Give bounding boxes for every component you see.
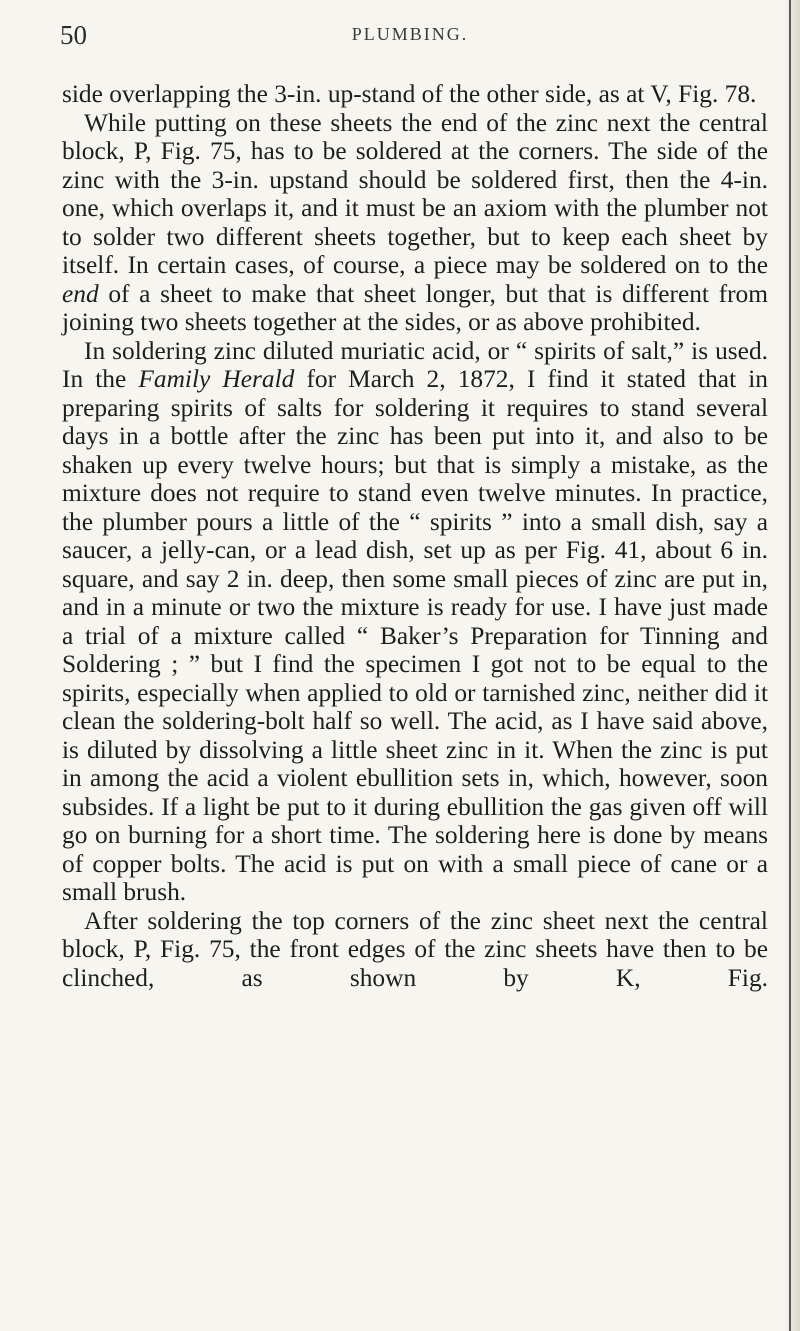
paragraph-continuation [62,80,768,109]
paragraph-text: After soldering the top corners of the zinc sheet next the central block, P, Fig. 75, the front edges of the zinc sheets have then to be clinched, as shown by K, Fig. [62,906,768,992]
publication-title: Family Herald [138,365,295,393]
paragraph-text: While putting on these sheets the end of the zinc next the central block, P, Fig. 75, has to be soldered at the corners. The side of the zinc with the 3-in. upstand should be soldered first, then the 4-in. one, which overlaps it, and it must be an axiom with the plumber not to solder two different sheets together, but to keep each sheet by itself. In certain cases, of course, a piece may be soldered on to the [62,108,768,279]
paragraph-soldering-acid [62,337,768,907]
paragraph-clinching [62,907,768,993]
body-text [62,80,768,992]
italic-emphasis: end [62,279,99,308]
paragraph-zinc-sheets [62,109,768,337]
paragraph-text: of a sheet to make that sheet longer, but that is different from joining two sheets together at the sides, or as above prohibited. [62,279,768,336]
page-number: 50 [60,20,87,50]
running-head: PLUMBING. [351,24,469,44]
page-edge-line [789,0,791,1331]
paragraph-text: In soldering zinc diluted muriatic acid, or “ spirits of salt,” is used. In the [62,336,768,393]
page-header [60,10,760,54]
paragraph-text: for March 2, 1872, I find it stated that in preparing spirits of salts for soldering it requires to stand several days in a bottle after the zinc has been put into it, and also to be shaken up every twelve hours; but that is simply a mistake, as the mixture does not require to stand even twelve minutes. In practice, the plumber pours a little of the “ spirits ” into a small dish, say a saucer, a jelly-can, or a lead dish, set up as per Fig. 41, about 6 in. square, and say 2 in. deep, then some small pieces of zinc are put in, and in a minute or two the mixture is ready for use. I have just made a trial of a mixture called “ Baker’s Preparation for Tinning and Soldering ; ” but I find the specimen I got not to be equal to the spirits, especially when applied to old or tarnished zinc, neither did it clean the soldering-bolt half so well. The acid, as I have said above, is diluted by dissolving a little sheet zinc in it. When the zinc is put in among the acid a violent ebullition sets in, which, however, soon subsides. If a light be put to it during ebullition the gas given off will go on burning for a short time. The soldering here is done by means of copper bolts. The acid is put on with a small piece of cane or a small brush. [62,365,768,906]
paragraph-text: side overlapping the 3-in. up-stand of the other side, as at V, Fig. 78. [62,80,757,108]
